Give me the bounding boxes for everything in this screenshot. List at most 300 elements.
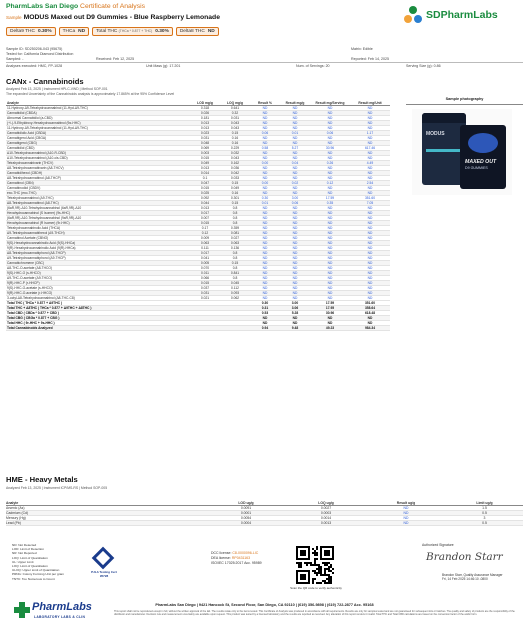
analyte-value: ND bbox=[310, 170, 350, 175]
pouch-text: MAXED OUT bbox=[465, 159, 497, 165]
analyte-value: 0.013 bbox=[190, 125, 220, 130]
analyte-value: 0.033 bbox=[220, 175, 250, 180]
total-name: Total HHC ( 9r-HHC + 9s-HHC ) bbox=[6, 320, 190, 325]
analyte-value: ND bbox=[280, 260, 310, 265]
analyte-value: ND bbox=[250, 185, 280, 190]
analyte-name: Hexahydrocannabinol (R Isomer) (9r-HHC) bbox=[6, 220, 190, 225]
pill-delta9: Delta9 THC 0.30% bbox=[6, 27, 56, 36]
analyte-value: ND bbox=[310, 240, 350, 245]
serving-size: 0.86 bbox=[433, 64, 441, 69]
analyte-value: ND bbox=[280, 220, 310, 225]
col-lod: LOD mg/g bbox=[190, 97, 220, 105]
analyte-value: ND bbox=[350, 120, 390, 125]
analyte-value: ND bbox=[350, 190, 390, 195]
analyte-value: 0.01 bbox=[250, 200, 280, 205]
analyte-value: ND bbox=[310, 230, 350, 235]
analyte-value: ND bbox=[250, 215, 280, 220]
analyte-value: 0.16 bbox=[220, 190, 250, 195]
analyte-value: 0.045 bbox=[220, 280, 250, 285]
cannabinoids-analyzed: Analyzed Feb 13, 2025 | Instrument HPLC-VWD | Method SOP-001 bbox=[6, 87, 108, 91]
metal-name: Mercury (Hg) bbox=[6, 515, 206, 520]
analyte-value: ND bbox=[280, 140, 310, 145]
product-pouch-image bbox=[460, 125, 506, 189]
analyte-name: Cannabinol (CBN) bbox=[6, 180, 190, 185]
analyte-value: 0.8 bbox=[220, 220, 250, 225]
total-value: 30.96 bbox=[310, 310, 350, 315]
analyte-value: 0.031 bbox=[190, 135, 220, 140]
total-row bbox=[6, 325, 390, 330]
analyte-value: ND bbox=[250, 135, 280, 140]
analyte-value: ND bbox=[250, 285, 280, 290]
analyte-value: ND bbox=[310, 280, 350, 285]
analyte-name: Δ9-Tetrahydrocannabiphorol (Δ9-THCP) bbox=[6, 255, 190, 260]
doc-type: Certificate of Analysis bbox=[80, 3, 146, 10]
analyte-name: Δ8-Tetrahydrocannabivarin (Δ8-THCV) bbox=[6, 165, 190, 170]
analyte-value: ND bbox=[350, 265, 390, 270]
metal-value: ND bbox=[366, 510, 446, 515]
total-value: ND bbox=[350, 320, 390, 325]
analyte-value: ND bbox=[250, 190, 280, 195]
analyte-value: 0.15 bbox=[220, 180, 250, 185]
analyte-value: 0.014 bbox=[190, 170, 220, 175]
sample-tag: Sample bbox=[6, 15, 22, 20]
analyte-value: 0.15 bbox=[220, 200, 250, 205]
analyte-value: ND bbox=[280, 235, 310, 240]
analyte-value: 0.015 bbox=[190, 280, 220, 285]
received-date: Feb 12, 2025 bbox=[112, 56, 135, 61]
analyte-value: ND bbox=[280, 165, 310, 170]
metal-row bbox=[6, 521, 523, 526]
analyte-value: 0.092 bbox=[190, 195, 220, 200]
analyte-name: 3-octyl-Δ8-Tetrahydrocannabinol (Δ8-THC-C8) bbox=[6, 295, 190, 300]
analyte-value: 0.06 bbox=[250, 130, 280, 135]
analyte-name: 9(S)-HHC-O (s-HHCO) bbox=[6, 270, 190, 275]
analyte-value: ND bbox=[350, 170, 390, 175]
analyte-value: ND bbox=[310, 115, 350, 120]
analyte-value: ND bbox=[250, 225, 280, 230]
metal-value: 0.0001 bbox=[206, 510, 286, 515]
analyte-value: ND bbox=[350, 220, 390, 225]
analyte-value: ND bbox=[280, 265, 310, 270]
analyte-name: 9(R)-Hexahydrocannabinolic Acid (9(R)-HHCa) bbox=[6, 245, 190, 250]
analyte-value: ND bbox=[310, 260, 350, 265]
analyte-value: 351.60 bbox=[350, 195, 390, 200]
col-result-serving: Result mg/Serving bbox=[310, 97, 350, 105]
col-loq: LOQ mg/g bbox=[220, 97, 250, 105]
metal-value: 0.0091 bbox=[206, 505, 286, 510]
summary-pills bbox=[6, 27, 523, 36]
analyte-value: 0.025 bbox=[190, 190, 220, 195]
analyte-value: ND bbox=[310, 220, 350, 225]
analyte-value: 2.54 bbox=[350, 180, 390, 185]
analyte-value: ND bbox=[250, 105, 280, 110]
analyte-value: ND bbox=[350, 150, 390, 155]
analyte-value: 0.081 bbox=[220, 230, 250, 235]
lab-address: PharmLabs San Diego | 9421 Hancock St, Second Floor, San Diego, CA 92110 | (619) 356-9898 | (619) 722-2877 Acc. 95168 bbox=[155, 603, 374, 607]
analyte-value: 0.04 bbox=[280, 160, 310, 165]
analyte-value: ND bbox=[250, 205, 280, 210]
analyte-value: 0.031 bbox=[220, 115, 250, 120]
total-value: 17.59 bbox=[310, 300, 350, 305]
metal-value: 0.0013 bbox=[286, 521, 366, 526]
license-info: DCC license: C8-0000096-LIC DEA license: RP0431163 ISO/IEC 17025:2017 Acc. 95989 bbox=[211, 551, 262, 566]
metal-value: 0.5 bbox=[446, 521, 523, 526]
analyte-value: ND bbox=[310, 225, 350, 230]
analyte-value: 4.49 bbox=[350, 160, 390, 165]
analyte-value: 0.036 bbox=[220, 165, 250, 170]
analyte-name: Δ8-Tetrahydrocannabinol (Δ8-THC) bbox=[6, 200, 190, 205]
analyte-value: ND bbox=[310, 150, 350, 155]
analyte-value: ND bbox=[250, 245, 280, 250]
logo-text: SDPharmLabs bbox=[426, 9, 498, 21]
analyte-value: ND bbox=[280, 240, 310, 245]
analyte-value: ND bbox=[350, 135, 390, 140]
analyte-value: ND bbox=[280, 215, 310, 220]
analyte-value: 0.063 bbox=[220, 240, 250, 245]
analyte-value: 0.043 bbox=[220, 155, 250, 160]
pill-thca: THCa ND bbox=[59, 27, 89, 36]
analyte-value: 0.021 bbox=[190, 295, 220, 300]
analyte-name: Δ9-Tetrahydrocannabihexol (Δ9-THCH) bbox=[6, 230, 190, 235]
analyte-value: ND bbox=[350, 105, 390, 110]
metal-value: 3 bbox=[446, 515, 523, 520]
total-value: 17.95 bbox=[310, 305, 350, 310]
analyte-value: ND bbox=[280, 290, 310, 295]
product-name: MODUS Maxed out D9 Gummies - Blue Raspberry Lemonade bbox=[23, 14, 220, 21]
analyte-value: 0.8 bbox=[220, 205, 250, 210]
analyte-value: 0.359 bbox=[220, 225, 250, 230]
analyte-value: ND bbox=[250, 255, 280, 260]
analyte-value: 0.015 bbox=[190, 185, 220, 190]
analyte-name: Tetrahydrocannabivarin (THCV) bbox=[6, 160, 190, 165]
analyte-value: 0.8 bbox=[220, 265, 250, 270]
unit-mass: 17.201 bbox=[169, 64, 181, 69]
analyte-value: 0.229 bbox=[220, 145, 250, 150]
total-value: 0.30 bbox=[250, 300, 280, 305]
analyte-value: ND bbox=[280, 280, 310, 285]
analyte-value: ND bbox=[310, 285, 350, 290]
analyte-value: ND bbox=[280, 230, 310, 235]
total-value: 5.28 bbox=[280, 310, 310, 315]
dea-license: RP0431163 bbox=[231, 556, 251, 561]
analyte-value: ND bbox=[310, 290, 350, 295]
analyte-value: ND bbox=[310, 140, 350, 145]
analyte-name: 9(R)-HHC-P (r-HHCP) bbox=[6, 280, 190, 285]
analyte-name: Δ9-THC-O-acetate (Δ9-THCO) bbox=[6, 275, 190, 280]
abbreviation-item: LOQ: Limit of Quantitation bbox=[12, 555, 48, 560]
qr-code[interactable] bbox=[296, 546, 334, 584]
total-value: 618.48 bbox=[350, 310, 390, 315]
total-value: 0.94 bbox=[250, 325, 280, 330]
analyte-value: 0.093 bbox=[220, 290, 250, 295]
metal-value: ND bbox=[366, 521, 446, 526]
analyte-value: ND bbox=[280, 205, 310, 210]
abbreviation-item: ND: Not Detected bbox=[12, 543, 37, 547]
disclaimer: This report shall not be reproduced except in full, without the written approval of the lab. The results relate only to the items tested. This Certificate of Analysis was produced in accordance with all requirements. Results are only for samples tested and are not guaranteed for subsequent lots or batches. The quality and safety of products are the responsibility of the distributor and manufacturer. Decision rule and measurement uncertainty are available upon request. This product was tested by a licensed laboratory and the results are reported as received. Any alteration of this report renders it invalid. Total THC and Total CBD calculations are based on the conversion factor of the acidic form. bbox=[114, 610, 515, 617]
total-name: Total CBG ( CBGa * 0.877 + CBG ) bbox=[6, 315, 190, 320]
total-value: ND bbox=[250, 315, 280, 320]
analyte-value: ND bbox=[280, 225, 310, 230]
analyte-value: ND bbox=[310, 250, 350, 255]
analyte-value: 0.00 bbox=[250, 160, 280, 165]
analyte-value: 0.005 bbox=[190, 260, 220, 265]
analyte-value: 0.641 bbox=[220, 105, 250, 110]
analyte-name: 9(S)-Hexahydrocannabinolic Acid (9(S)-HHCa) bbox=[6, 240, 190, 245]
analyte-name: (6aR,9R)-Δ10-Tetrahydrocannabinol (6aR,9R)-Δ10 bbox=[6, 205, 190, 210]
analyte-value: ND bbox=[250, 210, 280, 215]
analyte-value: 0.063 bbox=[190, 240, 220, 245]
analyte-value: ND bbox=[310, 185, 350, 190]
analyte-value: ND bbox=[250, 235, 280, 240]
pill-total-thc: Total THC (THCa * 0.877 + THC) 0.30% bbox=[92, 27, 173, 36]
servings: 20 bbox=[325, 64, 330, 69]
analyte-value: 30.96 bbox=[310, 145, 350, 150]
analyte-name: Cannabigerol Acid (CBGA) bbox=[6, 135, 190, 140]
iso-text: ISO/IEC 17025:2017 Acc. 95989 bbox=[211, 561, 262, 566]
abbreviation-item: TNTC: Too Numerous to Count bbox=[12, 576, 55, 581]
analyte-value: ND bbox=[280, 150, 310, 155]
matrix: Edible bbox=[362, 46, 373, 51]
abbreviation-item: LOQ: Limit of Quantitation bbox=[12, 564, 48, 569]
total-name: Total THC + Δ8THC ( THCa * 0.877 + Δ9THC + Δ8THC ) bbox=[6, 305, 190, 310]
analyte-name: Cannabidiol (CBD) bbox=[6, 145, 190, 150]
analyte-value: ND bbox=[350, 285, 390, 290]
analyte-name: Cannabidihexol (CBDH) bbox=[6, 170, 190, 175]
analyte-value: ND bbox=[350, 255, 390, 260]
analyte-name: Cannabinol Acetate (CBNO) bbox=[6, 235, 190, 240]
analyte-value: ND bbox=[280, 250, 310, 255]
analyte-value: ND bbox=[280, 255, 310, 260]
analyte-value: 0.015 bbox=[190, 220, 220, 225]
analyte-value: 0.30 bbox=[250, 195, 280, 200]
total-value: 0.31 bbox=[250, 305, 280, 310]
analyte-value: ND bbox=[250, 295, 280, 300]
analyte-value: 0.58 bbox=[250, 145, 280, 150]
analyte-value: ND bbox=[310, 190, 350, 195]
analyte-value: 0.00 bbox=[250, 180, 280, 185]
total-value: 0.53 bbox=[250, 310, 280, 315]
total-value: 49.23 bbox=[310, 325, 350, 330]
analyte-value: ND bbox=[350, 125, 390, 130]
analyte-value: 0.047 bbox=[190, 180, 220, 185]
analyte-value: ND bbox=[250, 120, 280, 125]
analyte-value: ND bbox=[250, 165, 280, 170]
analyte-value: 0.16 bbox=[220, 135, 250, 140]
analyte-value: 0.35 bbox=[310, 200, 350, 205]
analyte-value: ND bbox=[350, 295, 390, 300]
analyte-name: 9(R)-HHC-O-acetate (r-HHCO) bbox=[6, 290, 190, 295]
analyte-value: 0.009 bbox=[190, 235, 220, 240]
analyte-value: 0.16 bbox=[220, 140, 250, 145]
analyte-value: ND bbox=[280, 120, 310, 125]
metals-analyzed: Analyzed Feb 13, 2025 | Instrument ICP/MS-RS | Method SOP-005 bbox=[6, 486, 108, 490]
analyte-value: ND bbox=[310, 265, 350, 270]
analyte-value: ND bbox=[350, 230, 390, 235]
analyte-value: 0.111 bbox=[190, 245, 220, 250]
total-value: 9.48 bbox=[280, 325, 310, 330]
analyte-value: ND bbox=[280, 285, 310, 290]
sample-photo bbox=[412, 109, 512, 195]
analyte-value: ND bbox=[280, 135, 310, 140]
col-result-mgg: Result mg/g bbox=[280, 97, 310, 105]
analyte-value: ND bbox=[350, 175, 390, 180]
total-value bbox=[220, 325, 250, 330]
analyte-value: 0.042 bbox=[220, 170, 250, 175]
qr-caption: Scan the QR code to verify authenticity bbox=[290, 586, 342, 590]
analyte-value: 0.12 bbox=[310, 180, 350, 185]
analyte-name: Δ8-Tetrahydrocannabinol (Δ8-THCP) bbox=[6, 175, 190, 180]
metals-title: HME - Heavy Metals bbox=[6, 475, 78, 484]
reported-date: Feb 14, 2025 bbox=[367, 56, 389, 61]
abbreviation-item: UL: Upper Limit bbox=[12, 559, 34, 564]
analyte-name: Abnormal Cannabidiol (a-CBD) bbox=[6, 115, 190, 120]
analyte-value: 0.841 bbox=[220, 270, 250, 275]
analyte-value: ND bbox=[250, 155, 280, 160]
analyte-value: ND bbox=[310, 255, 350, 260]
analyte-value: 0.062 bbox=[220, 295, 250, 300]
analyte-value: ND bbox=[280, 245, 310, 250]
analyte-value: ND bbox=[250, 265, 280, 270]
analyte-value: ND bbox=[310, 205, 350, 210]
analyte-value: 0.013 bbox=[190, 120, 220, 125]
analyte-value: ND bbox=[280, 190, 310, 195]
analyte-value: 0.112 bbox=[220, 285, 250, 290]
tested-for: California Diamond Distribution bbox=[23, 51, 74, 56]
analyte-value: ND bbox=[350, 165, 390, 170]
analyte-value: ND bbox=[310, 245, 350, 250]
metal-value: 0.0054 bbox=[206, 515, 286, 520]
metals-col-lod: LOD ug/g bbox=[206, 497, 286, 505]
analyte-value: 0.12 bbox=[190, 230, 220, 235]
signature-block bbox=[422, 543, 522, 581]
analyte-value: ND bbox=[250, 280, 280, 285]
total-value: 358.64 bbox=[350, 305, 390, 310]
total-value: 3.00 bbox=[280, 300, 310, 305]
total-value: 3.06 bbox=[280, 305, 310, 310]
analyte-value: ND bbox=[250, 115, 280, 120]
cannabinoids-title: CANx - Cannabinoids bbox=[6, 77, 84, 86]
total-name: Total CBD ( CBDa * 0.877 + CBD ) bbox=[6, 310, 190, 315]
abbreviations bbox=[12, 543, 64, 581]
lab-name: PharmLabs San Diego bbox=[6, 3, 79, 10]
pharmlabs-logo-text: PharmLabs bbox=[32, 601, 92, 613]
analyte-value: 0.027 bbox=[220, 235, 250, 240]
analyte-value: 0.049 bbox=[190, 160, 220, 165]
analyte-value: 0.031 bbox=[190, 290, 220, 295]
analyte-name: (+/-)-9-Ethyldroxy-Hexahydrocannabinol (9α-HHC) bbox=[6, 120, 190, 125]
accreditation-text: PJLA Testing Cert 95728 bbox=[91, 570, 117, 578]
analyte-value: 0.15 bbox=[220, 260, 250, 265]
analyte-value: ND bbox=[310, 215, 350, 220]
analyte-value: ND bbox=[280, 125, 310, 130]
pouch-subtext: D9 GUMMIES bbox=[465, 166, 488, 170]
signature: Brandon Starr bbox=[426, 551, 503, 563]
analyte-value: ND bbox=[310, 135, 350, 140]
metal-value: 1.5 bbox=[446, 505, 523, 510]
analyte-value: 0.17 bbox=[190, 225, 220, 230]
total-value: ND bbox=[250, 320, 280, 325]
analyte-value: ND bbox=[280, 185, 310, 190]
analyte-value: ND bbox=[250, 175, 280, 180]
analyte-value: ND bbox=[350, 110, 390, 115]
analyte-value: 0.136 bbox=[220, 245, 250, 250]
analyte-value: 3.00 bbox=[280, 195, 310, 200]
metals-col-result: Result ug/g bbox=[366, 497, 446, 505]
analyte-value: ND bbox=[250, 275, 280, 280]
analyte-value: ND bbox=[350, 225, 390, 230]
analyte-value: ND bbox=[250, 240, 280, 245]
metal-value: 0.0014 bbox=[286, 515, 366, 520]
sample-photo-panel bbox=[406, 97, 523, 170]
analyte-value: ND bbox=[310, 210, 350, 215]
metal-value: 0.5 bbox=[446, 510, 523, 515]
metal-name: Arsenic (As) bbox=[6, 505, 206, 510]
analyte-value: ND bbox=[310, 235, 350, 240]
analyte-value: 0.8 bbox=[220, 215, 250, 220]
analyte-value: ND bbox=[280, 115, 310, 120]
abbreviation-item: PRNG: Colony Forming Unit per gram bbox=[12, 572, 65, 577]
sdpharmlabs-logo bbox=[403, 4, 523, 26]
analyte-value: ND bbox=[350, 270, 390, 275]
analyte-name: 11-Hydroxy-Δ9-Tetrahydrocannabinol (11-Hyd-Δ9-THC) bbox=[6, 125, 190, 130]
analyte-value: 0.8 bbox=[220, 255, 250, 260]
analyte-value: ND bbox=[310, 125, 350, 130]
authorized-label: Authorized Signature bbox=[422, 543, 454, 547]
total-value: ND bbox=[310, 320, 350, 325]
analyte-value: ND bbox=[280, 210, 310, 215]
analyte-value: 1.17 bbox=[350, 130, 390, 135]
analyte-value: ND bbox=[350, 275, 390, 280]
analyte-value: ND bbox=[310, 270, 350, 275]
analyte-value: ND bbox=[350, 240, 390, 245]
analyte-value: 0.01 bbox=[280, 130, 310, 135]
analyte-value: 0.032 bbox=[220, 150, 250, 155]
total-value: ND bbox=[280, 315, 310, 320]
abbreviation-item: LOD: Limit of Detection bbox=[12, 547, 44, 552]
analyte-value: ND bbox=[350, 245, 390, 250]
signer-role: Brandon Starr, Quality Assurance Manager Fri, 14 Feb 2025 14:46:10 -0800 bbox=[442, 573, 503, 581]
analyte-value: 0.041 bbox=[190, 255, 220, 260]
sample-photo-label: Sample photography bbox=[406, 97, 523, 105]
analyte-value: 0.043 bbox=[220, 125, 250, 130]
analyte-value: 0.044 bbox=[190, 200, 220, 205]
metals-col-analyte: Analyte bbox=[6, 497, 206, 505]
col-result-pct: Result % bbox=[250, 97, 280, 105]
metals-col-loq: LOQ ug/g bbox=[286, 497, 366, 505]
cannabinoids-note: The expanded Uncertainty of the Cannabinoids analysis is approximately 17.865% at the 95% Confidence Level bbox=[6, 92, 175, 96]
metal-value: ND bbox=[366, 515, 446, 520]
analyte-value: ND bbox=[350, 250, 390, 255]
analyte-value: 0.15 bbox=[220, 130, 250, 135]
analyte-value: 0.1 bbox=[190, 175, 220, 180]
analyte-value: 0.043 bbox=[220, 120, 250, 125]
col-analyte: Analyte bbox=[6, 97, 190, 105]
analyte-value: 617.46 bbox=[350, 145, 390, 150]
analyte-value: 0.06 bbox=[310, 130, 350, 135]
analyte-name: Cannabichromene (CBC) bbox=[6, 260, 190, 265]
analyte-value: ND bbox=[280, 270, 310, 275]
analyte-name: Δ10-Tetrahydrocannabinol (Δ10-cis-CBD) bbox=[6, 155, 190, 160]
abbreviation-item: NR: Not Reported bbox=[12, 551, 37, 556]
pharmlabs-logo-sub: LABORATORY LABS & CLIN bbox=[34, 615, 86, 619]
metal-value: ND bbox=[366, 505, 446, 510]
analyte-value: 0.017 bbox=[190, 250, 220, 255]
metal-value: 0.0003 bbox=[286, 510, 366, 515]
analyte-value: ND bbox=[310, 295, 350, 300]
analyte-name: Δ8-THC-O-acetate (Δ8-THCO) bbox=[6, 265, 190, 270]
analyte-value: ND bbox=[350, 205, 390, 210]
analyte-value: 0.013 bbox=[190, 165, 220, 170]
